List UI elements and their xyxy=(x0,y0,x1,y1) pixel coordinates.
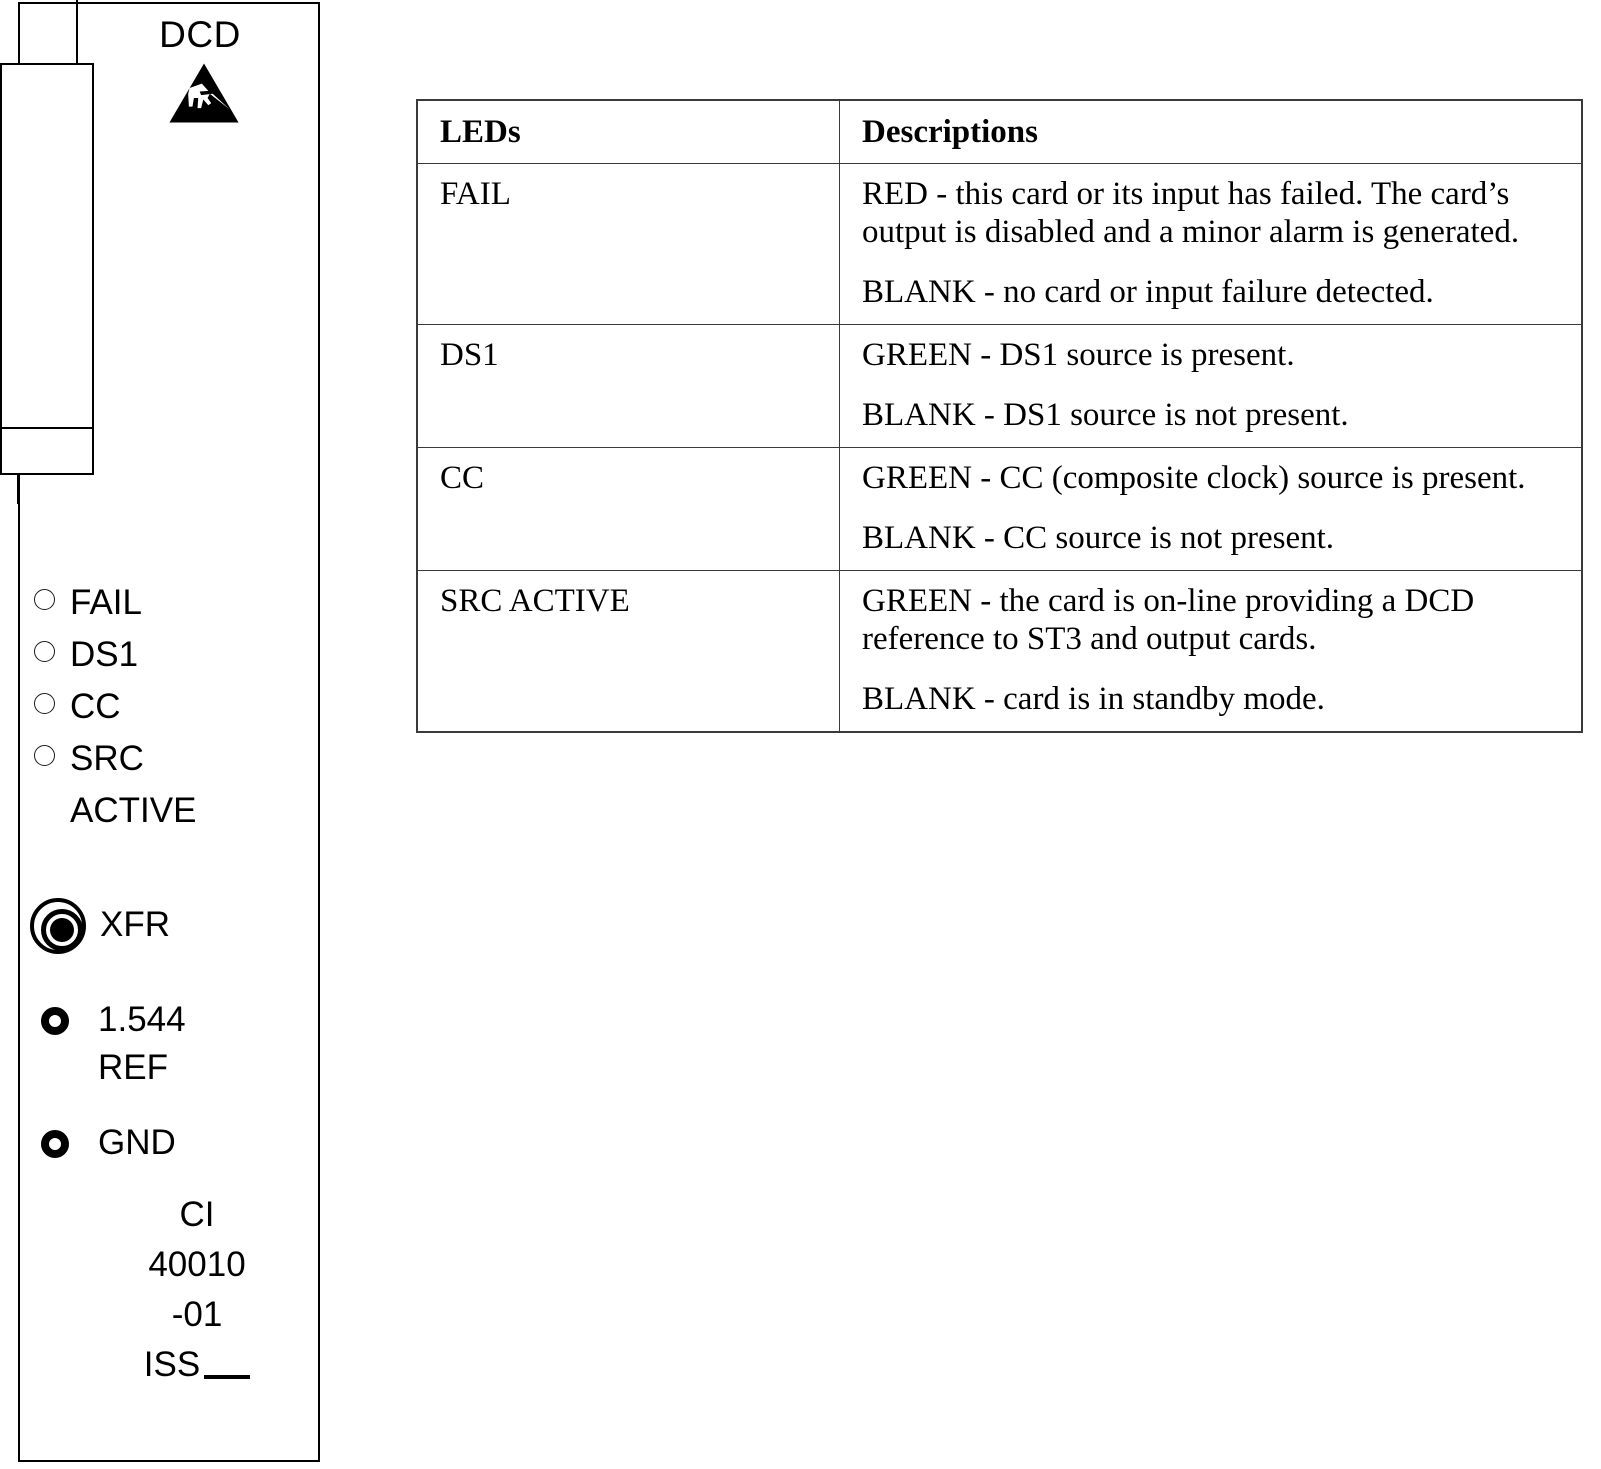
description-paragraph: BLANK - card is in standby mode. xyxy=(862,681,1325,717)
column-header-descriptions: Descriptions xyxy=(840,101,1582,164)
table-row xyxy=(418,571,1582,732)
led-indicator-src-active-cont xyxy=(34,788,314,840)
row-description xyxy=(840,164,1582,325)
xfr-label: XFR xyxy=(100,905,170,944)
led-indicator-list xyxy=(34,580,314,840)
row-description xyxy=(840,571,1582,732)
jack-label-line1: 1.544 xyxy=(98,1000,186,1039)
led-lamp-icon xyxy=(34,693,55,714)
xfr-connector-group xyxy=(30,898,310,960)
description-paragraph: RED - this card or its input has failed. The card’s output is disabled and a minor alarm is generated. xyxy=(862,176,1520,250)
led-lamp-icon xyxy=(34,745,55,766)
iss-write-in-blank[interactable] xyxy=(204,1375,250,1379)
card-title: DCD xyxy=(159,14,241,55)
jack-label-line2: REF xyxy=(98,1048,168,1087)
jack-label-line1: GND xyxy=(98,1123,176,1162)
part-number-line-4 xyxy=(60,1340,334,1390)
jack-gnd-group xyxy=(0,1125,320,1185)
row-led-name: SRC ACTIVE xyxy=(418,571,840,732)
led-indicator-cc xyxy=(34,684,314,736)
led-lamp-icon xyxy=(34,641,55,662)
row-led-name: CC xyxy=(418,448,840,571)
row-description xyxy=(840,448,1582,571)
description-paragraph: GREEN - DS1 source is present. xyxy=(862,337,1295,373)
led-indicator-src-active xyxy=(34,736,314,788)
table-header-row xyxy=(418,101,1582,164)
banana-jack-icon[interactable] xyxy=(41,1130,69,1158)
led-label: SRC xyxy=(70,739,144,778)
led-label: FAIL xyxy=(70,583,142,622)
ejector-handle-divider xyxy=(2,427,92,429)
esd-warning-triangle-icon xyxy=(168,62,240,124)
table-row xyxy=(418,448,1582,571)
table-row xyxy=(418,164,1582,325)
led-descriptions-table xyxy=(416,99,1583,733)
row-led-name: DS1 xyxy=(418,325,840,448)
column-header-leds: LEDs xyxy=(418,101,840,164)
part-number-line-1: CI xyxy=(179,1195,215,1234)
ejector-stem-bottom xyxy=(17,474,19,504)
part-number-block xyxy=(60,1190,334,1390)
led-indicator-fail xyxy=(34,580,314,632)
led-indicator-ds1 xyxy=(34,632,314,684)
description-paragraph: BLANK - CC source is not present. xyxy=(862,520,1335,556)
ejector-stem-top xyxy=(76,0,78,64)
jack-1544-ref-group xyxy=(0,1002,320,1102)
bnc-connector-icon[interactable] xyxy=(30,898,86,954)
description-paragraph: BLANK - no card or input failure detected. xyxy=(862,274,1434,310)
dcd-card-faceplate xyxy=(0,0,400,1469)
table-row xyxy=(418,325,1582,448)
led-label: CC xyxy=(70,687,121,726)
row-led-name: FAIL xyxy=(418,164,840,325)
iss-label: ISS xyxy=(143,1345,201,1384)
row-description xyxy=(840,325,1582,448)
part-number-line-2: 40010 xyxy=(148,1245,246,1284)
description-paragraph: BLANK - DS1 source is not present. xyxy=(862,397,1349,433)
led-label: DS1 xyxy=(70,635,139,674)
description-paragraph: GREEN - the card is on-line providing a DCD reference to ST3 and output cards. xyxy=(862,583,1475,657)
led-lamp-icon xyxy=(34,589,55,610)
bnc-center-pin-icon xyxy=(50,918,74,942)
banana-jack-icon[interactable] xyxy=(41,1007,69,1035)
part-number-line-3: -01 xyxy=(171,1295,223,1334)
ejector-handle[interactable] xyxy=(0,63,94,475)
description-paragraph: GREEN - CC (composite clock) source is present. xyxy=(862,460,1526,496)
led-label-continuation: ACTIVE xyxy=(70,791,197,830)
